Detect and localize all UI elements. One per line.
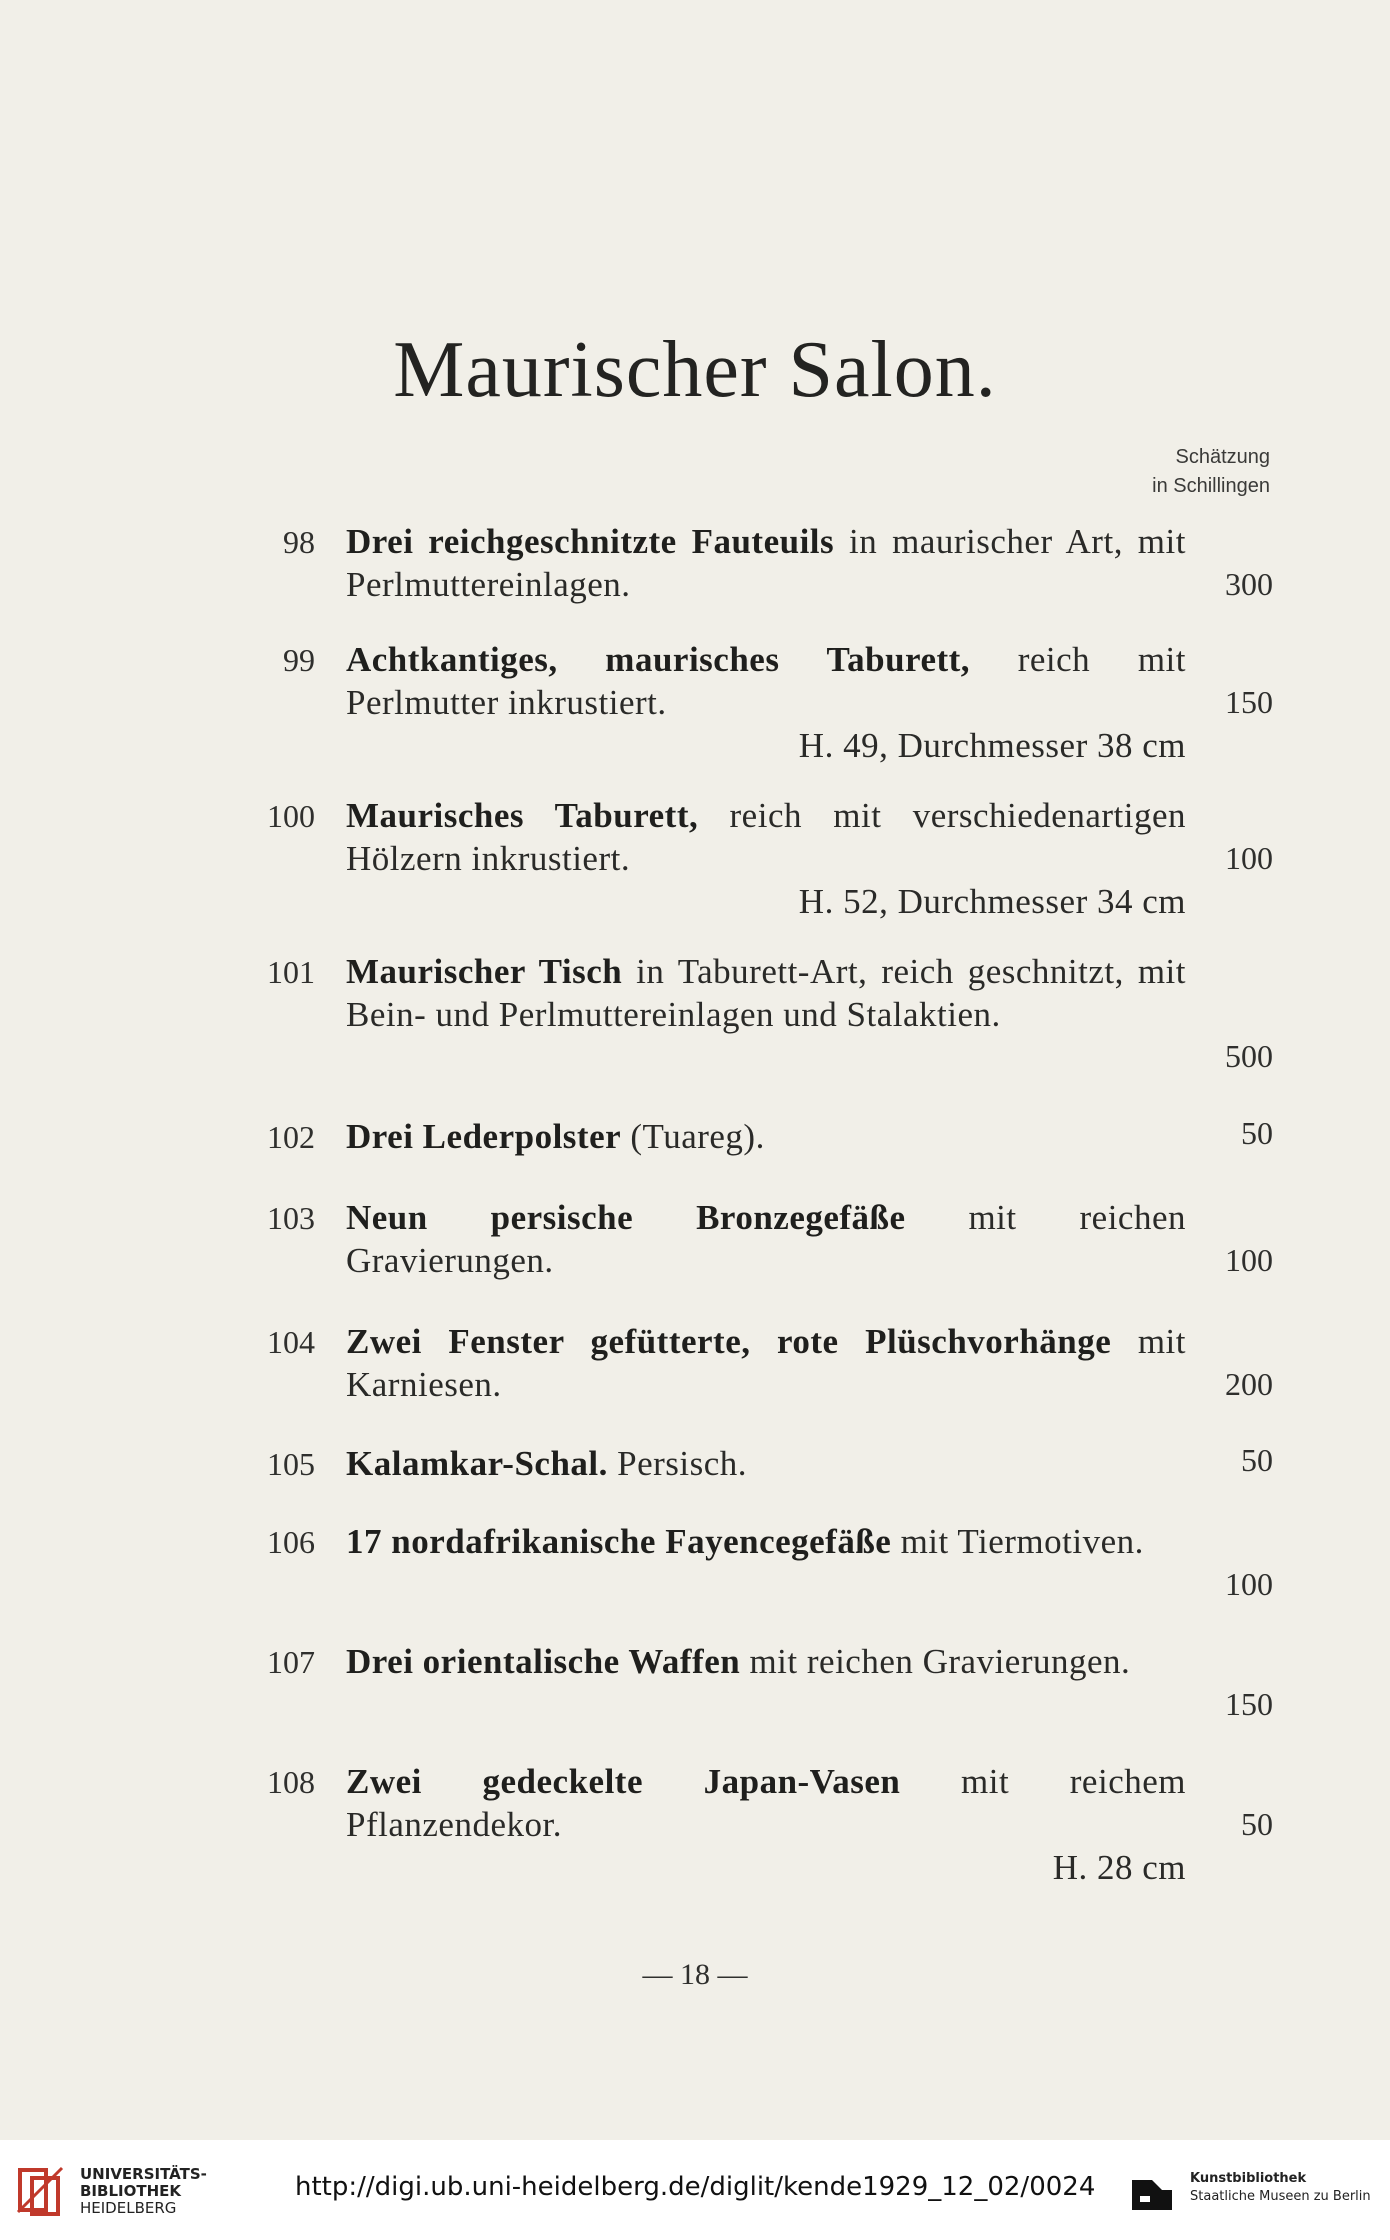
lot-estimate: 500: [1225, 1038, 1273, 1074]
lot-estimate: 100: [1225, 840, 1273, 876]
lot-number: 102: [267, 1119, 315, 1155]
lot-description: [346, 1520, 1186, 1563]
lot-number: 101: [267, 954, 315, 990]
lot-dimensions: H. 52, Durchmesser 34 cm: [798, 882, 1186, 921]
estimate-header-line-2: in Schillingen: [1152, 475, 1270, 497]
ub-line-2: BIBLIOTHEK: [80, 2182, 181, 2200]
lot-number: 99: [283, 642, 315, 678]
viewer-footer: [0, 2140, 1390, 2240]
lot-number: 104: [267, 1324, 315, 1360]
page-number: — 18 —: [642, 1958, 748, 1991]
lot-number: 98: [283, 524, 315, 560]
lot-number: 100: [267, 798, 315, 834]
lot-title: Drei reichgeschnitzte Fauteuils: [346, 522, 835, 561]
lot-dimensions: H. 49, Durchmesser 38 cm: [798, 726, 1186, 765]
university-library-name: [80, 2166, 207, 2217]
lot-title: Kalamkar-Schal.: [346, 1444, 608, 1483]
lot-details: mit reichem Pflanzendekor.: [346, 1762, 1186, 1844]
lot-number: 105: [267, 1446, 315, 1482]
page-title: Maurischer Salon.: [393, 326, 997, 414]
lot-details: reich mit Perlmutter inkrustiert.: [346, 640, 1187, 722]
lot-title: Maurischer Tisch: [346, 952, 623, 991]
permalink-url[interactable]: http://digi.ub.uni-heidelberg.de/diglit/kende1929_12_02/0024: [295, 2172, 1096, 2202]
lot-description: [346, 794, 1186, 923]
lot-description: [346, 1115, 1186, 1158]
lot-title: Achtkantiges, maurisches Taburett,: [346, 640, 971, 679]
kb-line-2: Staatliche Museen zu Berlin: [1190, 2189, 1371, 2204]
lot-details: (Tuareg).: [621, 1117, 765, 1156]
lot-description: [346, 520, 1186, 606]
lot-number: 107: [267, 1644, 315, 1680]
lot-dimensions: H. 28 cm: [1052, 1848, 1186, 1887]
lot-estimate: 50: [1241, 1442, 1273, 1478]
lot-number: 106: [267, 1524, 315, 1560]
lot-description: [346, 1760, 1186, 1889]
lot-details: mit reichen Gravierungen.: [346, 1198, 1186, 1280]
university-library-logo-icon: [14, 2162, 70, 2218]
lot-estimate: 150: [1225, 1686, 1273, 1722]
lot-estimate: 50: [1241, 1806, 1273, 1842]
lot-estimate: 100: [1225, 1242, 1273, 1278]
lot-description: [346, 950, 1186, 1036]
lot-title: Maurisches Taburett,: [346, 796, 699, 835]
lot-estimate: 200: [1225, 1366, 1273, 1402]
lot-title: Drei orientalische Waffen: [346, 1642, 741, 1681]
lot-details: in Taburett-Art, reich geschnitzt, mit Bein- und Perlmuttereinlagen und Stalaktien.: [346, 952, 1186, 1034]
kunstbibliothek-logo-icon: [1128, 2166, 1176, 2214]
ub-line-1: UNIVERSITÄTS-: [80, 2165, 207, 2183]
lot-title: Zwei gedeckelte Japan-Vasen: [346, 1762, 901, 1801]
lot-details: reich mit verschiedenartigen Hölzern inkrustiert.: [346, 796, 1187, 878]
lot-title: Drei Lederpolster: [346, 1117, 622, 1156]
lot-number: 108: [267, 1764, 315, 1800]
lot-details: mit Tiermotiven.: [891, 1522, 1144, 1561]
estimate-column-header: [1152, 443, 1270, 501]
lot-estimate: 150: [1225, 684, 1273, 720]
lot-title: Zwei Fenster gefütterte, rote Plüschvorhänge: [346, 1322, 1112, 1361]
lot-details: in maurischer Art, mit Perlmuttereinlagen.: [346, 522, 1186, 604]
lot-details: Persisch.: [607, 1444, 748, 1483]
lot-estimate: 100: [1225, 1566, 1273, 1602]
ub-line-3: HEIDELBERG: [80, 2199, 177, 2217]
estimate-header-line-1: Schätzung: [1175, 446, 1270, 468]
lot-details: mit Karniesen.: [346, 1322, 1186, 1404]
lot-number: 103: [267, 1200, 315, 1236]
lot-estimate: 300: [1225, 566, 1273, 602]
lot-description: [346, 1640, 1186, 1683]
kunstbibliothek-name: [1190, 2170, 1371, 2206]
lot-description: [346, 1196, 1186, 1282]
lot-description: [346, 1442, 1186, 1485]
lot-title: Neun persische Bronzegefäße: [346, 1198, 906, 1237]
lot-description: [346, 638, 1186, 767]
lot-title: 17 nordafrikanische Fayencegefäße: [346, 1522, 892, 1561]
lot-estimate: 50: [1241, 1115, 1273, 1151]
lot-description: [346, 1320, 1186, 1406]
lot-details: mit reichen Gravierungen.: [740, 1642, 1131, 1681]
kb-line-1: Kunstbibliothek: [1190, 2171, 1307, 2186]
